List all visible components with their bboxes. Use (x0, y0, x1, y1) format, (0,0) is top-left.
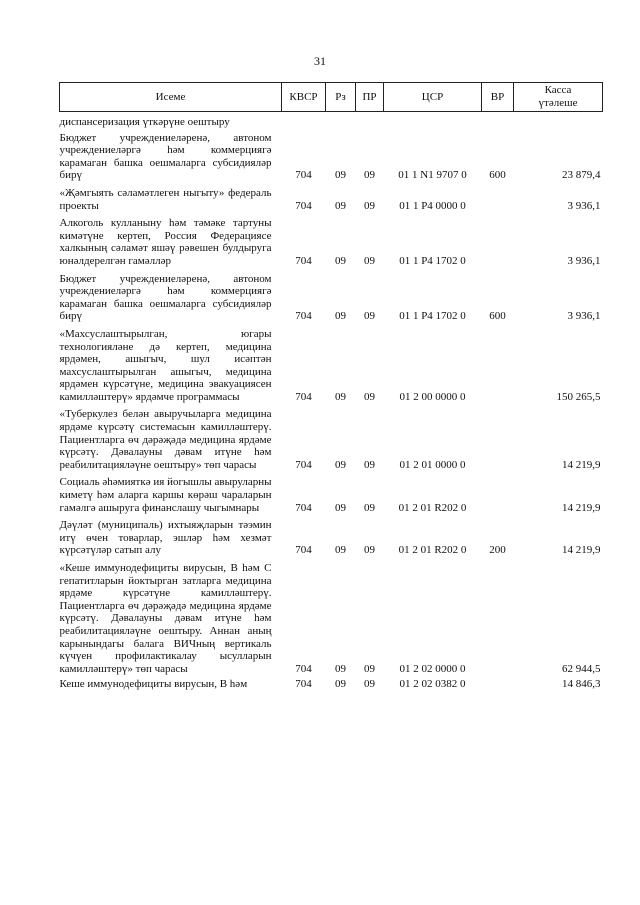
row-rz: 09 (335, 662, 346, 675)
row-vr (482, 557, 514, 675)
row-amount (514, 112, 603, 129)
row-kvsr: 704 (295, 390, 312, 403)
row-pr: 09 (364, 199, 375, 212)
row-amount: 14 219,9 (562, 458, 601, 471)
row-amount: 150 265,5 (556, 390, 601, 403)
row-rz: 09 (335, 310, 346, 323)
row-name: «Махсуслаштырылган, югары технологияләне дә кертеп, медицина ярдәмен, ашыгыч, шул исәптән махсуслаштырылган ашыгыч, медицина ярдәмен күрсәтүне, медицина эвакуациясен камилләштерү» ярдәмче программасы (59, 327, 272, 403)
row-amount: 14 219,9 (562, 501, 601, 514)
row-amount: 3 936,1 (567, 199, 601, 212)
header-name: Исеме (60, 83, 282, 112)
row-name: диспансеризация үткәрүне оештыру (59, 116, 230, 128)
row-kvsr: 704 (295, 662, 312, 675)
row-rz: 09 (335, 254, 346, 267)
header-kassa-line2: үтәлеше (538, 97, 578, 109)
table-row (60, 514, 603, 557)
row-kvsr: 704 (295, 254, 312, 267)
row-vr (482, 112, 514, 129)
row-rz: 09 (335, 678, 346, 691)
row-csr: 01 2 01 R202 0 (398, 501, 467, 514)
row-rz: 09 (335, 501, 346, 514)
row-name: «Туберкулез белән авыручыларга медицина ярдәме күрсәтү системасын камилләштерү. Пациентларга өч дәрәҗәдә медицина ярдәме күрсәтү. Дәвалауны дәвам итүне һәм реабилитацияләүне оештыру» төп чарасы (59, 408, 272, 471)
row-kvsr (282, 112, 326, 129)
row-amount: 14 219,9 (562, 544, 601, 557)
row-kvsr: 704 (295, 310, 312, 323)
row-amount: 14 846,3 (562, 678, 601, 691)
row-kvsr: 704 (295, 458, 312, 471)
table-header-row (60, 83, 603, 112)
row-rz: 09 (335, 458, 346, 471)
row-pr: 09 (364, 169, 375, 182)
table-row (60, 557, 603, 675)
row-rz: 09 (335, 390, 346, 403)
table-row (60, 268, 603, 323)
header-vr: ВР (482, 83, 514, 112)
table-row (60, 403, 603, 471)
row-pr: 09 (364, 310, 375, 323)
row-name: Алкоголь кулланыну һәм тәмәке тартуны кимәтүне кертеп, Россия Федерациясе халкының сәламәт яшәү рәвешен булдыруга юнәлдерелгән гамәлләр (59, 217, 272, 267)
row-kvsr: 704 (295, 199, 312, 212)
table-row (60, 323, 603, 404)
table-row (60, 129, 603, 182)
header-rz: Рз (326, 83, 356, 112)
row-name: «Кеше иммунодефициты вирусын, В һәм С гепатитларын йоктырган затларга медицина ярдәме күрсәтүне камилләштерү. Пациентларга өч дәрәҗәдә медицина ярдәме күрсәтү. Дәвалауны дәвам итүне һәм реабилитацияләүне оештыру. Аннан аның карынындагы балага ВИЧның вертикаль күчүен профилактикалау ысулларын камилләштерү» төп чарасы (59, 562, 272, 675)
header-kassa-line1: Касса (544, 84, 572, 96)
row-pr: 09 (364, 501, 375, 514)
budget-table (59, 82, 603, 691)
row-csr: 01 2 01 R202 0 (398, 544, 467, 557)
row-csr: 01 1 P4 1702 0 (399, 310, 466, 323)
row-name: Кеше иммунодефициты вирусын, В һәм (59, 678, 248, 691)
row-csr: 01 1 P4 1702 0 (399, 254, 466, 267)
row-rz: 09 (335, 199, 346, 212)
row-pr: 09 (364, 458, 375, 471)
page-number: 31 (314, 54, 326, 68)
row-vr: 600 (489, 169, 506, 182)
row-name: Бюджет учреждениеләренә, автоном учреждениеләргә һәм коммерциягә карамаган башка оешмаларга субсидияләр бирү (59, 272, 272, 323)
row-pr: 09 (364, 678, 375, 691)
row-amount: 3 936,1 (567, 254, 601, 267)
row-vr (482, 471, 514, 514)
row-vr (482, 182, 514, 212)
row-name: Бюджет учреждениеләренә, автоном учреждениеләргә һәм коммерциягә карамаган башка оешмаларга субсидияләр бирү (59, 131, 272, 182)
row-rz: 09 (335, 544, 346, 557)
row-vr (482, 675, 514, 691)
table-row (60, 182, 603, 212)
row-pr: 09 (364, 390, 375, 403)
row-rz: 09 (335, 169, 346, 182)
header-csr: ЦСР (384, 83, 482, 112)
row-pr: 09 (364, 544, 375, 557)
table-row (60, 112, 603, 129)
row-kvsr: 704 (295, 501, 312, 514)
row-pr: 09 (364, 662, 375, 675)
row-csr: 01 1 N1 9707 0 (398, 169, 467, 182)
table-row (60, 471, 603, 514)
table-row (60, 212, 603, 267)
row-amount: 62 944,5 (562, 662, 601, 675)
row-pr: 09 (364, 254, 375, 267)
row-kvsr: 704 (295, 544, 312, 557)
header-pr: ПР (356, 83, 384, 112)
row-csr: 01 2 02 0382 0 (399, 678, 466, 691)
row-pr (356, 112, 384, 129)
row-vr (482, 212, 514, 267)
row-vr: 600 (489, 310, 506, 323)
table-row (60, 675, 603, 691)
row-name: Социаль әһәмияткә ия йогышлы авыруларны киметү һәм аларга каршы көрәш чараларын гамәлгә ашыруга финанслашу чыгымнары (59, 476, 272, 514)
row-vr (482, 323, 514, 404)
row-amount: 3 936,1 (567, 310, 601, 323)
row-csr: 01 2 00 0000 0 (399, 390, 466, 403)
header-kassa (514, 83, 603, 112)
row-rz (326, 112, 356, 129)
header-kvsr: КВСР (282, 83, 326, 112)
row-amount: 23 879,4 (562, 169, 601, 182)
row-name: «Җәмгыять сәламәтлеген ныгыту» федераль проекты (59, 186, 272, 212)
row-csr: 01 2 01 0000 0 (399, 458, 466, 471)
row-csr: 01 1 P4 0000 0 (399, 199, 466, 212)
row-csr (384, 112, 482, 129)
row-vr (482, 403, 514, 471)
row-vr: 200 (489, 544, 506, 557)
row-csr: 01 2 02 0000 0 (399, 662, 466, 675)
row-kvsr: 704 (295, 678, 312, 691)
row-name: Дәүләт (муниципаль) ихтыяҗларын тәэмин итү өчен товарлар, эшләр һәм хезмәт күрсәтүләр сатып алу (59, 519, 272, 557)
row-kvsr: 704 (295, 169, 312, 182)
